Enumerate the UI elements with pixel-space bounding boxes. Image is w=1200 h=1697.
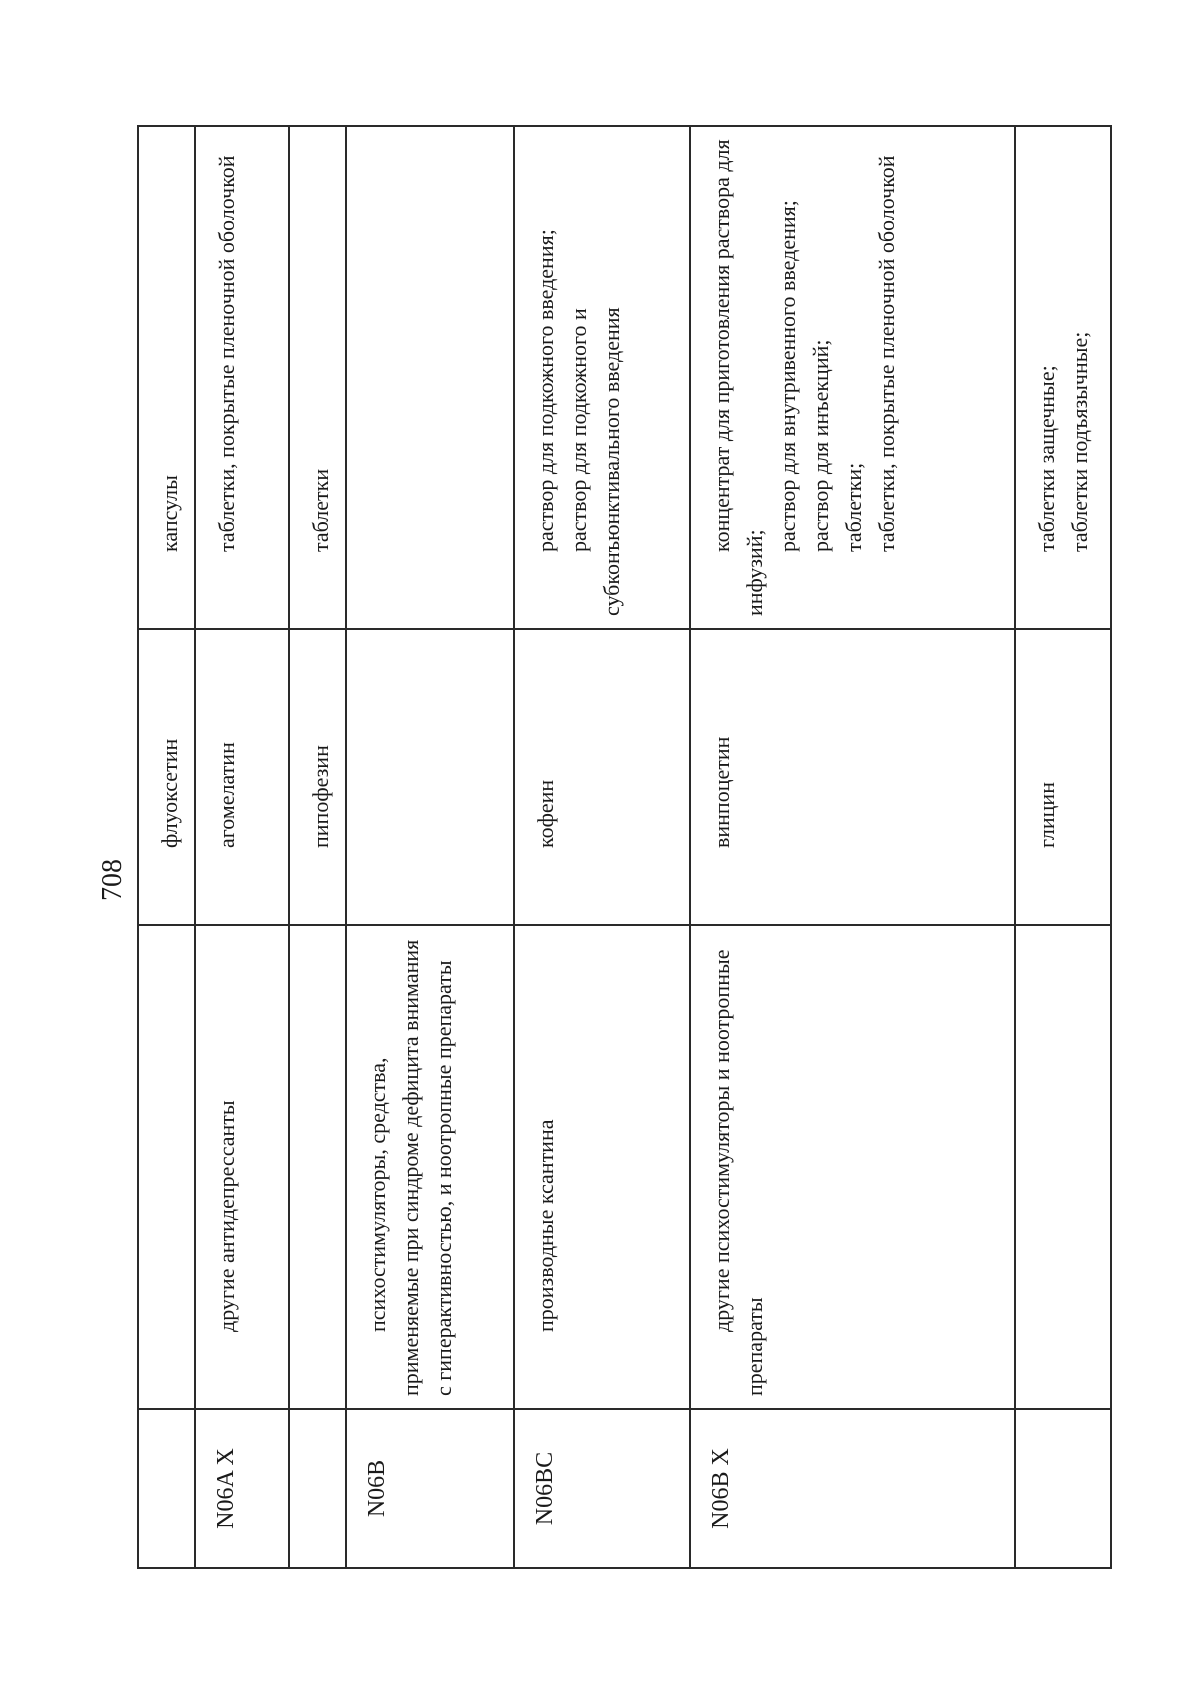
group-cell — [1015, 925, 1111, 1409]
form-item: концентрат для приготовления раствора для инфузий; — [709, 139, 768, 616]
atc-code-cell — [1015, 1409, 1111, 1568]
table-row — [690, 126, 1015, 1568]
group-cell: другие психостимуляторы и ноотропные препараты — [690, 925, 1015, 1409]
group-cell — [138, 925, 195, 1409]
table-row — [346, 126, 514, 1568]
form-item: раствор для внутривенного введения; — [775, 200, 801, 552]
form-item: таблетки, покрытые пленочной оболочкой — [214, 155, 240, 552]
form-item: таблетки подъязычные; — [1067, 331, 1093, 552]
forms-cell — [690, 126, 1015, 629]
substance-cell: флуоксетин — [138, 629, 195, 925]
substance-cell: агомелатин — [195, 629, 288, 925]
atc-code-cell — [138, 1409, 195, 1568]
table-row — [1015, 126, 1111, 1568]
forms-cell — [138, 126, 195, 629]
atc-code-cell: N06B — [346, 1409, 514, 1568]
forms-cell — [346, 126, 514, 629]
substance-cell: кофеин — [514, 629, 691, 925]
table-row — [289, 126, 346, 1568]
form-item: раствор для инъекций; — [808, 339, 834, 552]
substance-cell — [346, 629, 514, 925]
table-row — [514, 126, 691, 1568]
group-cell: другие антидепрессанты — [195, 925, 288, 1409]
substance-cell: глицин — [1015, 629, 1111, 925]
drug-table — [137, 125, 1112, 1569]
form-item: раствор для подкожного введения; — [532, 229, 558, 552]
group-cell: психостимуляторы, средства, применяемые при синдроме дефицита внимания с гиперактивностью, и ноотропные препараты — [346, 925, 514, 1409]
form-item: таблетки, покрытые пленочной оболочкой — [874, 155, 900, 552]
forms-cell — [195, 126, 288, 629]
form-item: раствор для подкожного и субконъюнктивального введения — [565, 307, 624, 616]
substance-cell: пипофезин — [289, 629, 346, 925]
page-number: 708 — [97, 859, 128, 901]
group-cell — [289, 925, 346, 1409]
table-row — [138, 126, 195, 1568]
forms-cell — [1015, 126, 1111, 629]
forms-cell — [514, 126, 691, 629]
atc-code-cell: N06B X — [690, 1409, 1015, 1568]
atc-code-cell: N06BC — [514, 1409, 691, 1568]
atc-code-cell — [289, 1409, 346, 1568]
atc-code-cell: N06A X — [195, 1409, 288, 1568]
group-cell: производные ксантина — [514, 925, 691, 1409]
form-item: таблетки защечные; — [1034, 365, 1060, 552]
form-item: таблетки; — [841, 462, 867, 552]
substance-cell: винпоцетин — [690, 629, 1015, 925]
forms-cell — [289, 126, 346, 629]
table-row — [195, 126, 288, 1568]
rotated-table-wrapper — [137, 139, 1112, 1569]
form-item: таблетки — [307, 468, 333, 552]
form-item: капсулы — [157, 475, 182, 552]
